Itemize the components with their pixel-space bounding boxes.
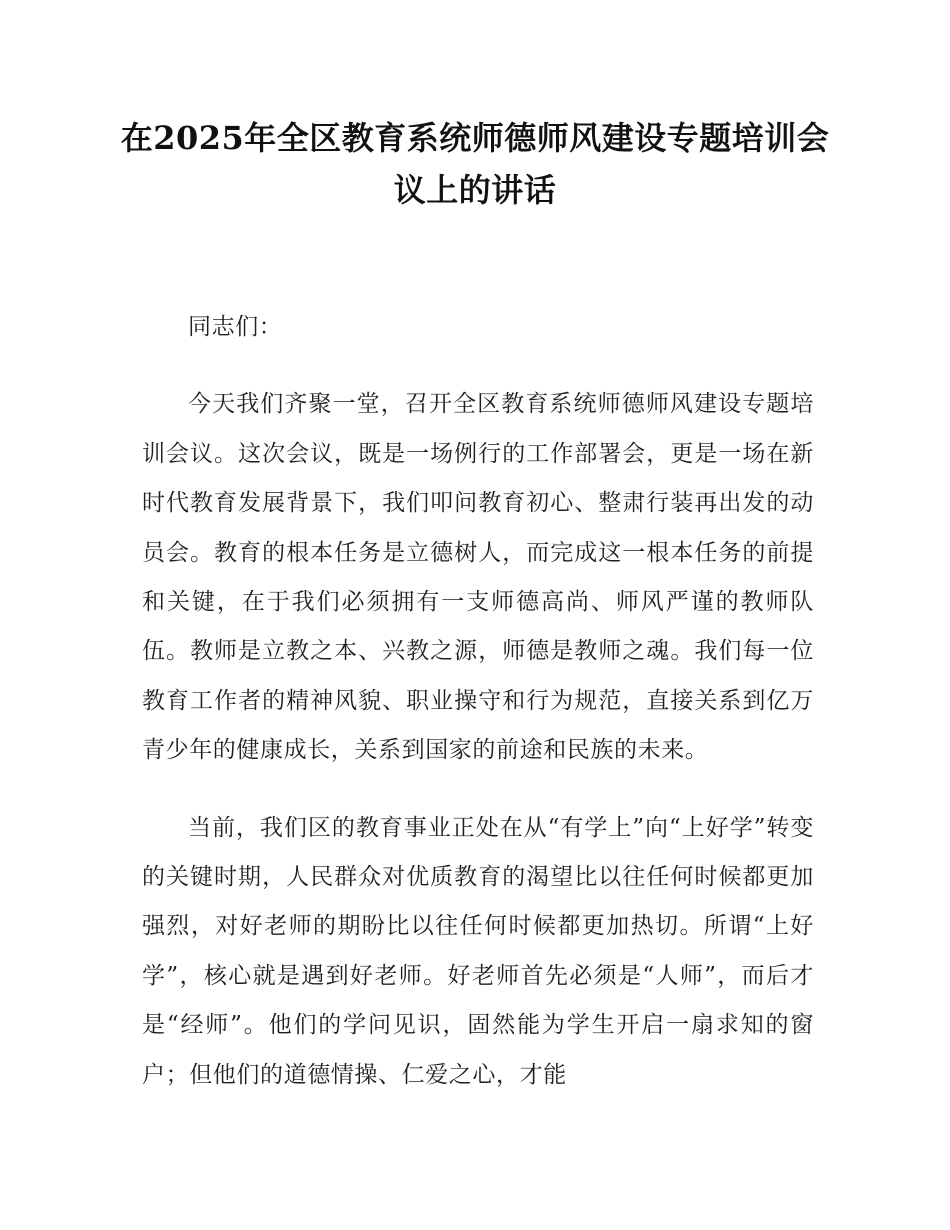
document-body: [142, 303, 814, 1100]
paragraph-1: 今天我们齐聚一堂，召开全区教育系统师德师风建设专题培训会议。这次会议，既是一场例行的工作部署会，更是一场在新时代教育发展背景下，我们叩问教育初心、整肃行装再出发的动员会。教育的根本任务是立德树人，而完成这一根本任务的前提和关键，在于我们必须拥有一支师德高尚、师风严谨的教师队伍。教师是立教之本、兴教之源，师德是教师之魂。我们每一位教育工作者的精神风貌、职业操守和行为规范，直接关系到亿万青少年的健康成长，关系到国家的前途和民族的未来。: [142, 391, 814, 764]
paragraph-2: 当前，我们区的教育事业正处在从“有学上”向“上好学”转变的关键时期，人民群众对优质教育的渴望比以往任何时候都更加强烈，对好老师的期盼比以往任何时候都更加热切。所谓“上好学”，核心就是遇到好老师。好老师首先必须是“人师”，而后才是“经师”。他们的学问见识，固然能为学生开启一扇求知的窗户；但他们的道德情操、仁爱之心，才能: [142, 814, 814, 1088]
document-title: 在2025年全区教育系统师德师风建设专题培训会议上的讲话: [120, 119, 830, 209]
salutation: 同志们：: [188, 314, 283, 340]
